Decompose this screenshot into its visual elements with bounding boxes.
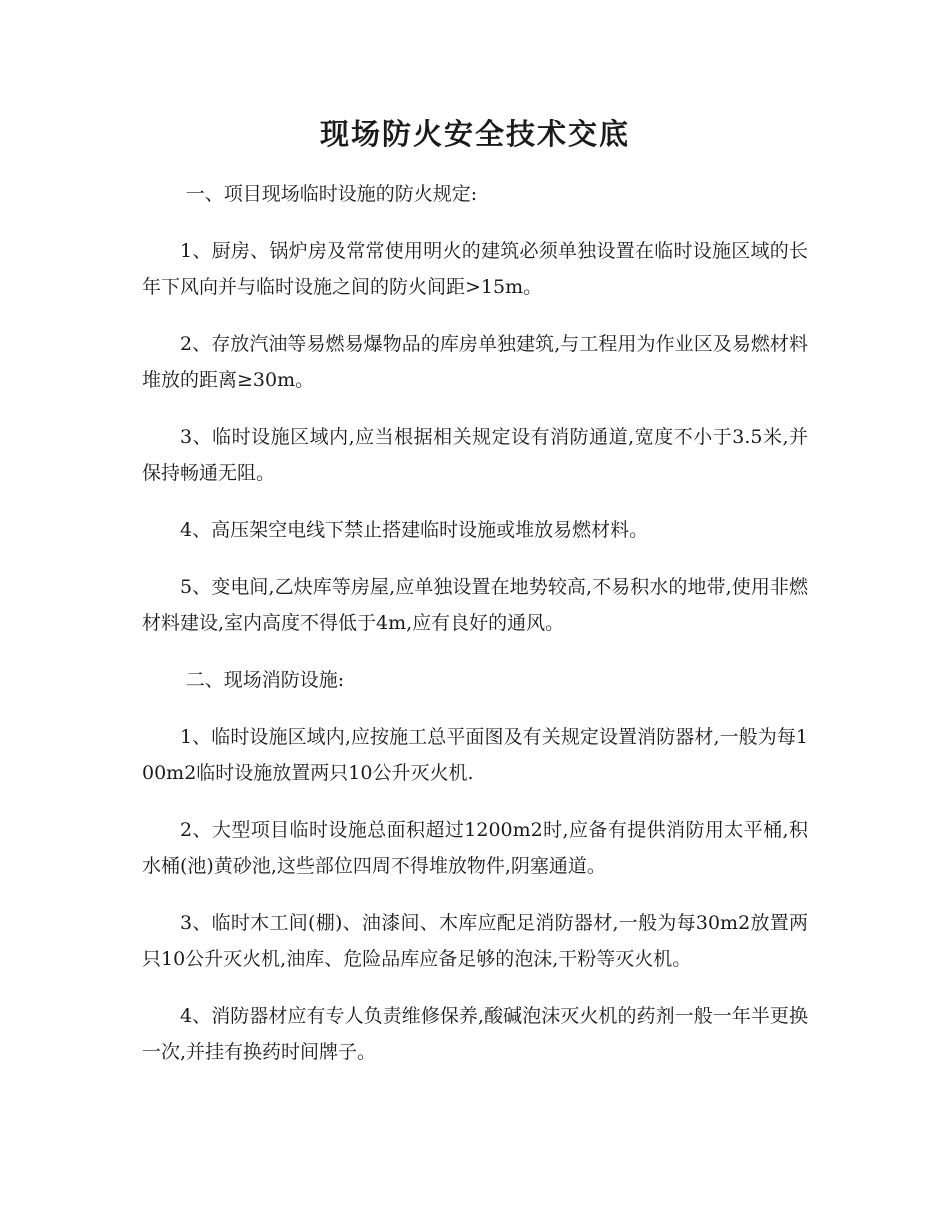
section-heading-2: 二、现场消防设施: bbox=[185, 669, 345, 691]
paragraph: 2、存放汽油等易燃易爆物品的库房单独建筑,与工程用为作业区及易燃材料堆放的距离≥30m。 bbox=[142, 333, 808, 391]
paragraph: 5、变电间,乙炔库等房屋,应单独设置在地势较高,不易积水的地带,使用非燃材料建设,室内高度不得低于4m,应有良好的通风。 bbox=[142, 576, 808, 634]
paragraph: 2、大型项目临时设施总面积超过1200m2时,应备有提供消防用太平桶,积水桶(池)黄砂池,这些部位四周不得堆放物件,阴塞通道。 bbox=[142, 819, 808, 877]
section-heading-1: 一、项目现场临时设施的防火规定: bbox=[185, 183, 478, 205]
paragraph: 1、临时设施区域内,应按施工总平面图及有关规定设置消防器材,一般为每100m2临时设施放置两只10公升灭火机. bbox=[142, 726, 808, 784]
paragraph: 4、消防器材应有专人负责维修保养,酸碱泡沫灭火机的药剂一般一年半更换一次,并挂有换药时间牌子。 bbox=[142, 1005, 808, 1063]
paragraph: 3、临时木工间(棚)、油漆间、木库应配足消防器材,一般为每30m2放置两只10公升灭火机,油库、危险品库应备足够的泡沫,干粉等灭火机。 bbox=[142, 912, 808, 970]
document-title: 现场防火安全技术交底 bbox=[319, 117, 630, 151]
paragraph: 1、厨房、锅炉房及常常使用明火的建筑必须单独设置在临时设施区域的长年下风向并与临时设施之间的防火间距>15m。 bbox=[142, 240, 808, 298]
paragraph: 3、临时设施区域内,应当根据相关规定设有消防通道,宽度不小于3.5米,并保持畅通无阻。 bbox=[142, 426, 808, 484]
paragraph: 4、高压架空电线下禁止搭建临时设施或堆放易燃材料。 bbox=[180, 519, 649, 541]
